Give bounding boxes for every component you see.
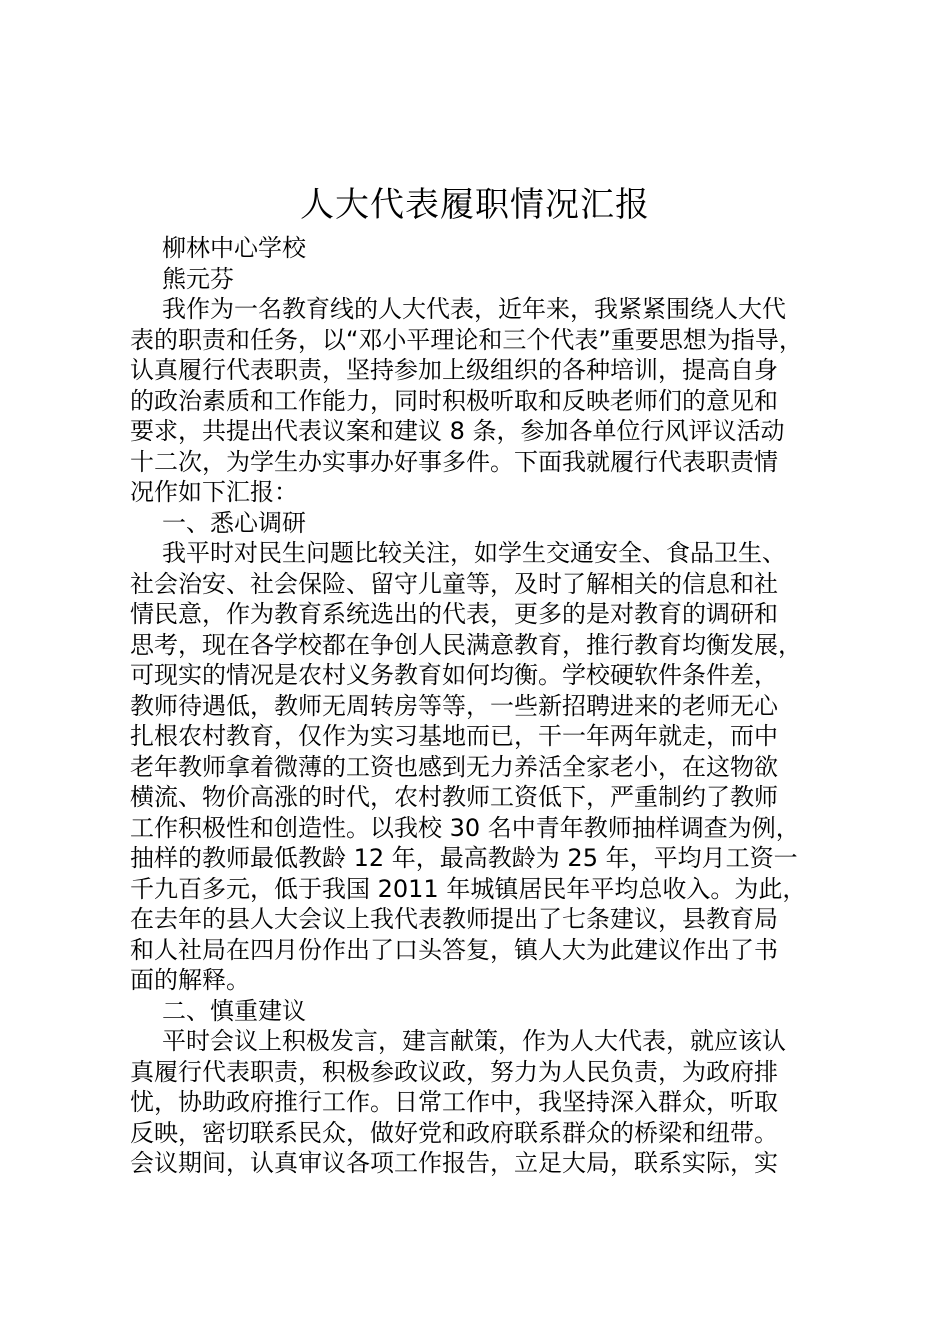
body-line: 抽样的教师最低教龄 12 年，最高教龄为 25 年，平均月工资一: [130, 844, 798, 872]
body-line: 平时会议上积极发言，建言献策，作为人大代表，就应该认: [162, 1027, 786, 1055]
body-line: 认真履行代表职责，坚持参加上级组织的各种培训，提高自身: [130, 356, 778, 384]
body-line: 横流、物价高涨的时代，农村教师工资低下，严重制约了教师: [130, 783, 778, 811]
body-line: 反映，密切联系民众，做好党和政府联系群众的桥梁和纽带。: [130, 1118, 778, 1147]
body-line: 真履行代表职责，积极参政议政，努力为人民负责，为政府排: [130, 1057, 778, 1086]
body-line: 柳林中心学校: [162, 234, 306, 262]
body-line: 在去年的县人大会议上我代表教师提出了七条建议，县教育局: [130, 905, 778, 933]
body-line: 情民意，作为教育系统选出的代表，更多的是对教育的调研和: [130, 600, 778, 628]
body-line: 一、悉心调研: [162, 508, 306, 537]
body-line: 熊元芬: [162, 264, 234, 293]
body-line: 千九百多元，低于我国 2011 年城镇居民年平均总收入。为此，: [130, 874, 807, 903]
document-title: 人大代表履职情况汇报: [300, 185, 650, 225]
body-line: 会议期间，认真审议各项工作报告，立足大局，联系实际，实: [130, 1149, 778, 1177]
document-body: [130, 233, 830, 1179]
body-line: 十二次，为学生办实事办好事多件。下面我就履行代表职责情: [130, 447, 778, 476]
body-line: 老年教师拿着微薄的工资也感到无力养活全家老小，在这物欲: [130, 752, 778, 781]
body-line: 社会治安、社会保险、留守儿童等，及时了解相关的信息和社: [130, 569, 778, 598]
body-line: 表的职责和任务，以“邓小平理论和三个代表”重要思想为指导，: [130, 325, 803, 354]
body-line: 思考，现在各学校都在争创人民满意教育，推行教育均衡发展，: [130, 630, 802, 659]
body-line: 二、慎重建议: [162, 996, 306, 1025]
body-line: 况作如下汇报：: [130, 478, 298, 506]
body-line: 扎根农村教育，仅作为实习基地而已，干一年两年就走，而中: [130, 722, 778, 750]
body-line: 教师待遇低，教师无周转房等等，一些新招聘进来的老师无心: [130, 691, 778, 720]
body-line: 工作积极性和创造性。以我校 30 名中青年教师抽样调查为例，: [130, 813, 800, 842]
body-line: 要求，共提出代表议案和建议 8 条，参加各单位行风评议活动: [130, 417, 785, 445]
body-line: 可现实的情况是农村义务教育如何均衡。学校硬软件条件差，: [130, 661, 778, 689]
body-line: 的政治素质和工作能力，同时积极听取和反映老师们的意见和: [130, 386, 778, 415]
body-line: 我作为一名教育线的人大代表，近年来，我紧紧围绕人大代: [162, 295, 786, 323]
body-line: 忧，协助政府推行工作。日常工作中，我坚持深入群众，听取: [130, 1088, 778, 1116]
body-line: 和人社局在四月份作出了口头答复，镇人大为此建议作出了书: [130, 935, 778, 964]
body-line: 面的解释。: [130, 966, 250, 994]
body-line: 我平时对民生问题比较关注，如学生交通安全、食品卫生、: [162, 539, 786, 567]
